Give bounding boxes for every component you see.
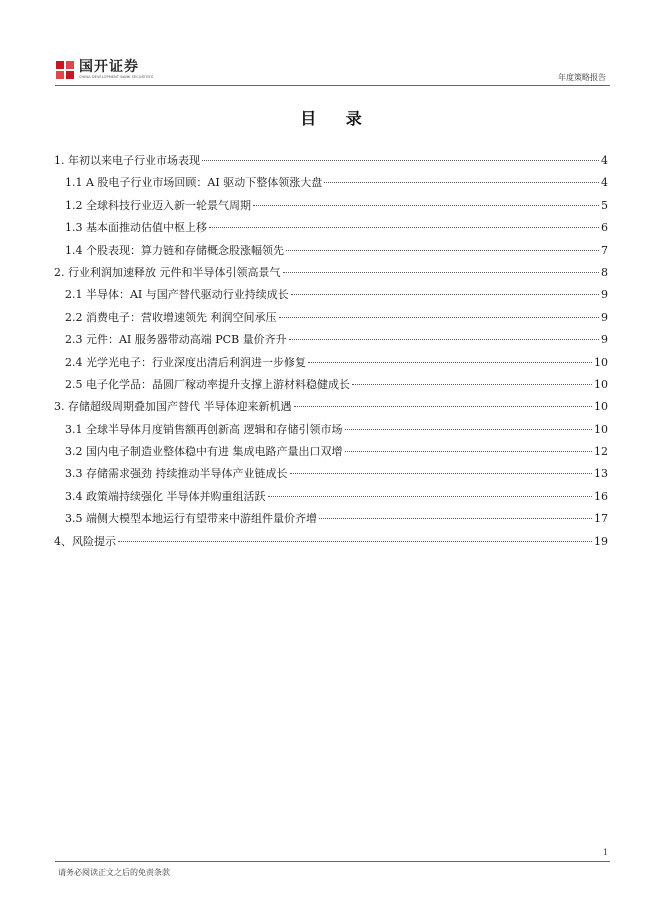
toc-entry[interactable]: [54, 419, 608, 441]
toc-entry-page: 10: [594, 400, 608, 414]
toc-entry-page: 9: [601, 310, 608, 324]
toc-entry-page: 8: [601, 265, 608, 279]
toc-leader-dots: [202, 160, 599, 161]
toc-leader-dots: [209, 227, 599, 228]
toc-entry[interactable]: [54, 441, 608, 463]
toc-leader-dots: [324, 182, 599, 183]
toc-entry[interactable]: [54, 531, 608, 553]
toc-entry[interactable]: [54, 463, 608, 485]
toc-leader-dots: [289, 339, 599, 340]
toc-entry-label: 3.5 端侧大模型本地运行有望带来中游组件量价齐增: [65, 512, 317, 526]
toc-entry-page: 9: [601, 333, 608, 347]
toc-entry[interactable]: [54, 195, 608, 217]
toc-entry-label: 3.3 存储需求强劲 持续推动半导体产业链成长: [65, 467, 288, 481]
toc-entry-label: 4、风险提示: [54, 534, 116, 548]
toc-leader-dots: [286, 250, 599, 251]
toc-entry-page: 17: [594, 512, 608, 526]
toc-leader-dots: [268, 496, 593, 497]
toc-entry[interactable]: [54, 217, 608, 239]
toc-entry-label: 3.4 政策端持续强化 半导体并购重组活跃: [65, 489, 266, 503]
toc-entry-label: 3.2 国内电子制造业整体稳中有进 集成电路产量出口双增: [65, 445, 343, 459]
toc-entry[interactable]: [54, 508, 608, 530]
toc-entry-label: 2.5 电子化学品：晶圆厂稼动率提升支撑上游材料稳健成长: [65, 377, 350, 391]
toc-entry-page: 12: [594, 445, 608, 459]
toc-entry-label: 2.4 光学光电子：行业深度出清后利润进一步修复: [65, 355, 306, 369]
toc-entry-label: 1.3 基本面推动估值中枢上移: [65, 221, 207, 235]
toc-entry-page: 19: [594, 534, 608, 548]
logo-name-en: CHINA DEVELOPMENT BANK SECURITIES: [79, 75, 154, 79]
toc-leader-dots: [253, 205, 599, 206]
toc-leader-dots: [352, 384, 592, 385]
footer-divider: [55, 861, 610, 862]
toc-entry-page: 4: [601, 176, 608, 190]
toc-entry-page: 10: [594, 422, 608, 436]
toc-entry[interactable]: [54, 240, 608, 262]
toc-entry[interactable]: [54, 486, 608, 508]
toc-entry-label: 2. 行业利润加速释放 元件和半导体引领高景气: [54, 265, 281, 279]
toc-entry-page: 16: [594, 489, 608, 503]
toc-entry-label: 2.3 元件：AI 服务器带动高端 PCB 量价齐升: [65, 333, 287, 347]
toc-leader-dots: [308, 362, 592, 363]
toc-leader-dots: [319, 518, 592, 519]
toc-entry[interactable]: [54, 262, 608, 284]
logo-mark-icon: [56, 61, 74, 79]
toc-entry-label: 3. 存储超级周期叠加国产替代 半导体迎来新机遇: [54, 400, 292, 414]
toc-entry[interactable]: [54, 284, 608, 306]
toc-entry-label: 2.2 消费电子：营收增速领先 利润空间承压: [65, 310, 277, 324]
toc-leader-dots: [279, 317, 600, 318]
toc-entry-page: 5: [601, 198, 608, 212]
toc-entry-page: 10: [594, 355, 608, 369]
toc-entry-page: 6: [601, 221, 608, 235]
toc-entry-label: 1.4 个股表现：算力链和存储概念股涨幅领先: [65, 243, 284, 257]
toc-leader-dots: [283, 272, 600, 273]
toc-entry-page: 9: [601, 288, 608, 302]
toc-leader-dots: [290, 473, 593, 474]
toc-title: 目 录: [300, 109, 374, 128]
toc-entry[interactable]: [54, 150, 608, 172]
toc-entry[interactable]: [54, 307, 608, 329]
table-of-contents: [54, 150, 608, 553]
toc-entry-label: 2.1 半导体：AI 与国产替代驱动行业持续成长: [65, 288, 289, 302]
company-logo: [56, 60, 153, 80]
page-number: 1: [602, 848, 608, 857]
toc-leader-dots: [345, 429, 593, 430]
toc-entry[interactable]: [54, 352, 608, 374]
header-divider: [55, 85, 610, 86]
toc-entry-page: 4: [601, 154, 608, 167]
toc-entry[interactable]: [54, 329, 608, 351]
toc-entry-label: 3.1 全球半导体月度销售额再创新高 逻辑和存储引领市场: [65, 422, 343, 436]
toc-leader-dots: [118, 541, 592, 542]
toc-entry[interactable]: [54, 396, 608, 418]
toc-entry[interactable]: [54, 374, 608, 396]
toc-entry-label: 1. 年初以来电子行业市场表现: [54, 154, 200, 167]
toc-entry-page: 7: [601, 243, 608, 257]
toc-entry-page: 10: [594, 377, 608, 391]
toc-entry[interactable]: [54, 172, 608, 194]
toc-entry-label: 1.1 A 股电子行业市场回顾：AI 驱动下整体领涨大盘: [65, 176, 323, 190]
report-type-label: 年度策略报告: [558, 73, 606, 82]
disclaimer-text: 请务必阅读正文之后的免责条款: [58, 868, 170, 877]
toc-leader-dots: [345, 451, 593, 452]
toc-entry-label: 1.2 全球科技行业迈入新一轮景气周期: [65, 198, 251, 212]
toc-entry-page: 13: [594, 467, 608, 481]
toc-leader-dots: [291, 294, 599, 295]
logo-name-cn: 国开证券: [79, 59, 139, 75]
toc-leader-dots: [294, 406, 593, 407]
